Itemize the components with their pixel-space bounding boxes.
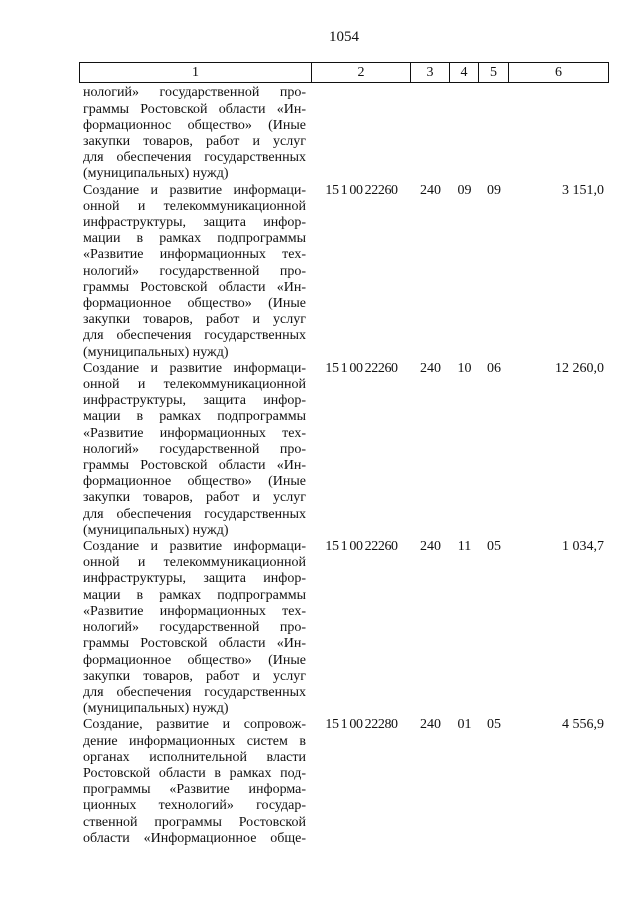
- target-article-code: 15 1 00 22280: [325, 717, 398, 733]
- description-line: ственной программы Ростовской: [83, 814, 306, 830]
- table-row: [80, 361, 608, 539]
- row-description: [80, 539, 312, 717]
- description-line: программы «Развитие информа-: [83, 782, 306, 798]
- row-description: [80, 85, 312, 182]
- description-line: онной и телекоммуникационной: [83, 555, 306, 571]
- description-line: закупки товаров, работ и услуг: [83, 668, 306, 684]
- subsection-code: 09: [487, 182, 501, 198]
- amount: [509, 85, 608, 182]
- row-description: [80, 183, 312, 361]
- description-line: органах исполнительной власти: [83, 749, 306, 765]
- expense-type-code: 240: [420, 539, 441, 555]
- description-line: инфраструктуры, защита инфор-: [83, 571, 306, 587]
- description-line: Ростовской области в рамках под-: [83, 765, 306, 781]
- target-article-code: 15 1 00 22260: [325, 360, 398, 376]
- description-line: нологий» государственной про-: [83, 85, 306, 101]
- description-line: для обеспечения государственных: [83, 506, 306, 522]
- description-line: онной и телекоммуникационной: [83, 198, 306, 214]
- description-line: граммы Ростовской области «Ин-: [83, 458, 306, 474]
- subsection-code: 05: [487, 539, 501, 555]
- expense-type-code: 240: [420, 182, 441, 198]
- description-line: закупки товаров, работ и услуг: [83, 134, 306, 149]
- header-col-6: 6: [555, 65, 562, 80]
- header-col-5: 5: [479, 63, 509, 82]
- description-line: «Развитие информационных тех-: [83, 425, 306, 441]
- section-code: [450, 85, 479, 182]
- description-line: формационное общество» (Иные: [83, 652, 306, 668]
- description-line: нологий» государственной про-: [83, 263, 306, 279]
- header-col-1: 1: [80, 63, 312, 82]
- description-line: области «Информационное обще-: [83, 830, 306, 846]
- subsection-code: 06: [487, 360, 501, 376]
- section-code: 01: [457, 717, 472, 733]
- description-line: для обеспечения государственных: [83, 150, 306, 166]
- description-line: закупки товаров, работ и услуг: [83, 312, 306, 328]
- description-line: граммы Ростовской области «Ин-: [83, 636, 306, 652]
- table-row: [80, 183, 608, 361]
- target-article-code: 15 1 00 22260: [325, 539, 398, 555]
- amount: 12 260,0: [555, 360, 604, 376]
- description-line: для обеспечения государственных: [83, 328, 306, 344]
- description-line: «Развитие информационных тех-: [83, 247, 306, 263]
- amount: 3 151,0: [562, 182, 604, 198]
- amount: 4 556,9: [562, 717, 604, 733]
- description-line: нологий» государственной про-: [83, 620, 306, 636]
- description-line: мации в рамках подпрограммы: [83, 409, 306, 425]
- description-line: (муниципальных) нужд): [83, 166, 229, 182]
- description-line: Создание и развитие информаци-: [83, 360, 306, 376]
- description-line: ционных технологий» государ-: [83, 798, 306, 814]
- row-description: [80, 361, 312, 539]
- description-line: формационное общество» (Иные: [83, 474, 306, 490]
- description-line: формационное общество» (Иные: [83, 296, 306, 312]
- expense-type-code: 240: [420, 360, 441, 376]
- subsection-code: [479, 85, 509, 182]
- description-line: дение информационных систем в: [83, 733, 306, 749]
- table-row: [80, 85, 608, 182]
- description-line: инфраструктуры, защита инфор-: [83, 393, 306, 409]
- table-header-row: [79, 62, 609, 83]
- row-description: [80, 717, 312, 847]
- description-line: формационнос общество» (Иные: [83, 117, 306, 133]
- description-line: (муниципальных) нужд): [83, 701, 229, 717]
- description-line: инфраструктуры, защита инфор-: [83, 215, 306, 231]
- description-line: закупки товаров, работ и услуг: [83, 490, 306, 506]
- header-col-3: 3: [411, 63, 450, 82]
- subsection-code: 05: [487, 717, 501, 733]
- target-article-code: 15 1 00 22260: [325, 182, 398, 198]
- description-line: граммы Ростовской области «Ин-: [83, 101, 306, 117]
- amount: 1 034,7: [562, 539, 604, 555]
- header-col-2: 2: [312, 63, 411, 82]
- description-line: для обеспечения государственных: [83, 684, 306, 700]
- table-row: [80, 539, 608, 717]
- description-line: мации в рамках подпрограммы: [83, 231, 306, 247]
- description-line: (муниципальных) нужд): [83, 522, 229, 538]
- section-code: 10: [457, 360, 472, 376]
- section-code: 09: [457, 182, 472, 198]
- description-line: мации в рамках подпрограммы: [83, 587, 306, 603]
- page-number: 1054: [329, 29, 359, 45]
- description-line: Создание, развитие и сопровож-: [83, 717, 306, 733]
- description-line: (муниципальных) нужд): [83, 344, 229, 360]
- table-body: [79, 83, 609, 847]
- description-line: граммы Ростовской области «Ин-: [83, 279, 306, 295]
- header-col-4: 4: [450, 63, 479, 82]
- description-line: «Развитие информационных тех-: [83, 603, 306, 619]
- description-line: нологий» государственной про-: [83, 441, 306, 457]
- description-line: онной и телекоммуникационной: [83, 377, 306, 393]
- expense-type-code: [411, 85, 450, 182]
- budget-table: [79, 62, 609, 847]
- expense-type-code: 240: [420, 717, 441, 733]
- table-row: [80, 717, 608, 847]
- target-article-code: [312, 85, 411, 182]
- description-line: Создание и развитие информаци-: [83, 539, 306, 555]
- description-line: Создание и развитие информаци-: [83, 182, 306, 198]
- section-code: 11: [457, 539, 472, 555]
